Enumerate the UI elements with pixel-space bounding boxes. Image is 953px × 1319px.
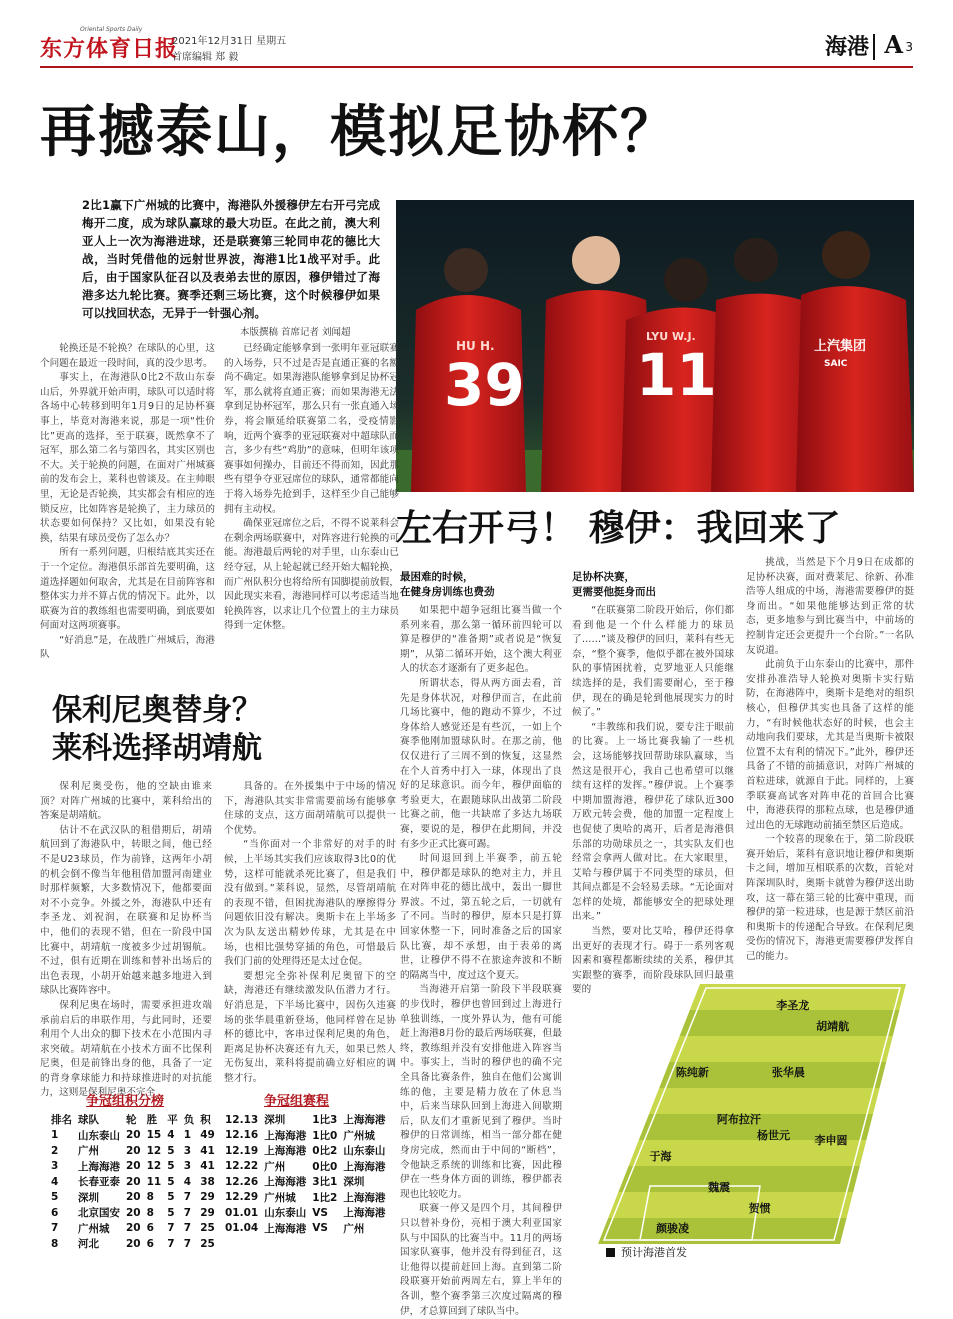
article-paragraph: 联赛一停又是四个月，其间穆伊只以替补身份，亮相于澳大利亚国家队与中国队的比赛当中。11月的两场国家队赛事，他并没有得到征召，这让他得以提前赶回上海。直到第二阶段联赛开始前两周左右，算上半年的各训，整个赛季第三次度过隔离的穆伊，才总算回到了球队当中。 [400,1203,562,1317]
fixtures-title: 争冠组赛程 [264,1094,330,1109]
article-paragraph: 要想完全弥补保利尼奥留下的空缺，海港还有继续激发队伍潜力才行。好消息是，下半场比赛中，因伤久违赛场的张华晨重新登场，他同样曾在足协杯的德比中，客串过保利尼奥的角色，距离足协杯决赛还有九天，如果已然人无伤复出，莱科将提前确立好相应的调整才行。 [224,970,396,1084]
standings-cell: 29 [200,1191,215,1204]
standings-cell: 20 [126,1237,141,1250]
table-row [222,1221,388,1237]
lineup-caption-text: 预计海港首发 [621,1246,687,1259]
standings-cell: 3 [183,1160,192,1173]
article-paragraph: 轮换还是不轮换？在球队的心里，这个问题在最近一段时间，真的没少思考。 [40,343,215,369]
shirt-sponsor: 上汽集团 [814,339,867,354]
standings-cell: 49 [200,1129,215,1142]
standings-cell: 6 [51,1206,59,1219]
masthead [40,28,913,68]
lineup-player: 魏震 [708,1180,731,1194]
table-row [48,1128,218,1144]
shirt-sponsor-short: SAIC [824,359,848,369]
photo-illustration [396,200,914,492]
standings-cell: 3 [51,1160,59,1173]
standings-cell: 5 [51,1191,59,1204]
standings-header-cell: 积 [200,1114,211,1127]
standings-cell: 长春亚泰 [78,1176,120,1189]
fixture-cell: 1比2 [312,1191,338,1204]
fixture-cell: 1比0 [312,1129,338,1142]
fixture-cell: 0比0 [312,1160,338,1173]
fixture-cell: 深圳 [343,1176,365,1189]
article-paragraph: “在联赛第二阶段开始后，你们都看到他是一个什么样能力的球员了……”谈及穆伊的回归，莱科有些无奈，“整个赛季，他似乎都在被外国球队的事情困扰着，克罗地亚人只能继续选择的是，我们需要耐心，至于穆伊，现在的确是轮到他展现实力的时候了。” [572,605,734,719]
lineup-player: 张华晨 [771,1066,805,1080]
standings-cell: 25 [200,1222,215,1235]
byline: 本版撰稿 首席记者 刘闻超 [240,327,351,338]
standings-header-cell: 球队 [78,1114,99,1127]
standings-cell: 1 [183,1129,192,1142]
table-row [48,1143,218,1159]
standings-cell: 深圳 [78,1191,99,1204]
lineup-pitch [590,984,914,1244]
section-divider [873,34,875,60]
standings-cell: 8 [51,1237,59,1250]
chief-editor: 首席编辑 郑 毅 [172,52,239,63]
standings-header-cell: 平 [167,1114,178,1127]
lede-paragraph: 2比1赢下广州城的比赛中，海港队外援穆伊左右开弓完成梅开二度，成为球队赢球的最大功臣。在此之前，澳大利亚人上一次为海港进球，还是联赛第三轮同申花的德比大战，当时凭借他的远射世界波，海港1比1战平对手。此后，由于国家队征召以及表弟去世的原因，穆伊错过了海港多达九轮比赛。赛季还剩三场比赛，这个时候穆伊如果可以找回状态，无异于一针强心剂。 [82,198,380,320]
fixture-cell: 山东泰山 [343,1145,386,1158]
standings-cell: 8 [146,1191,154,1204]
article-paragraph: 估计不在武汉队的租借期后，胡靖航回到了海港队中，转眼之间，他已经不是U23球员，作为前锋，这两年小胡的机会倒不像当年他租借加盟河南建业时那样频繁，大多数情况下，他都要面对不小竞争。外援之外，海港队中还有李圣龙、刘祝润，在联赛和足协杯当中，他们的表现不错，但在一阶段中国比赛中，胡靖航一度被多少过胡锡航。不过，俱有近期在训练和替补出场后的出色表现，小胡开始越来越多地进入到球队比赛阵容中。 [40,824,212,997]
standings-cell: 7 [183,1191,192,1204]
lineup-player: 李申圆 [814,1134,848,1147]
pitch-stripe [649,1088,880,1114]
fixture-cell: 12.29 [225,1191,259,1204]
standings-cell: 广州 [78,1145,99,1158]
fixture-cell: 广州 [264,1160,286,1173]
table-row [48,1159,218,1175]
standings-cell: 20 [126,1144,141,1157]
fixture-cell: 12.19 [225,1144,259,1157]
standings-cell: 4 [167,1129,175,1142]
article-column-4 [572,570,734,996]
standings-cell: 20 [126,1222,141,1235]
standings-cell: 20 [126,1129,141,1142]
standings-cell: 北京国安 [78,1207,120,1220]
standings-header-row [48,1112,218,1128]
table-row [222,1143,388,1159]
column-subhead: 足协杯决赛， 更需要他挺身而出 [572,571,656,598]
standings-cell: 20 [126,1160,141,1173]
standings-cell: 7 [183,1206,192,1219]
standings-cell: 20 [126,1206,141,1219]
standings-cell: 29 [200,1206,215,1219]
table-row [222,1190,388,1206]
standings-cell: 3 [183,1144,192,1157]
pitch-stripe [669,1036,892,1062]
standings-cell: 7 [183,1237,192,1250]
standings-header-cell: 负 [183,1114,195,1127]
article-paragraph: 事实上，在海港队0比2不敌山东泰山后，外界就开始声明，球队可以适时将各场中心转移到明年1月9日的足协杯赛事上，毕竟对海港来说，那是一项“性价比”更高的选择，至于联赛，既然拿不了冠军，那么第二名与第四名，其实区别也不大。关于轮换的问题，在面对广州城赛前的发布会上，莱科也曾谈及。在主帅眼里，无论是否轮换，其实都会有相应的连锁反应，比如阵容是轮换了，主力球员的状态要如何保持？又比如，如果没有轮换，结果有球员受伤了怎么办？ [40,372,215,544]
fixtures-table [222,1112,388,1236]
article-paragraph: 保利尼奥受伤，他的空缺由谁来顶？对阵广州城的比赛中，莱科给出的答案是胡靖航。 [40,781,212,822]
article-paragraph: 当然，要对比艾哈，穆伊还得拿出更好的表现才行。碍于一系列客观因素和赛程都断续续的关系，穆伊其实跟整的赛季，而阶段球队回归最重要的 [572,926,734,996]
standings-cell: 11 [146,1175,162,1188]
fixture-cell: 01.01 [225,1206,259,1219]
article-paragraph: “好消息”是，在战胜广州城后，海港队 [40,634,215,661]
table-row [222,1205,388,1221]
table-row [48,1190,218,1206]
table-row [222,1174,388,1190]
standings-header-cell: 胜 [146,1114,158,1127]
standings-cell: 山东泰山 [78,1129,120,1142]
standings-cell: 6 [146,1237,154,1250]
standings-title: 争冠组积分榜 [86,1094,165,1109]
lineup-player: 陈纯新 [675,1066,709,1080]
feature-headline: 保利尼奥替身？ 莱科选择胡靖航 [52,693,262,766]
standings-cell: 5 [167,1160,175,1173]
article-paragraph: 保利尼奥在场时，需要承担进攻端承前启后的串联作用，与此同时，还要利用个人出众的脚下技术在小范围内寻求突破。胡靖航在小技术方面不比保利尼奥，但是前锋出身的他，具备了一定的背身拿球能力和持球推进时的对抗能力，这则是保利尼奥不完全 [40,999,212,1099]
fixture-cell: 上海海港 [264,1145,307,1158]
lineup-caption [606,1244,687,1260]
table-row [222,1159,388,1175]
secondary-headline: 左右开弓！ 穆伊：我回来了 [396,507,841,549]
fixture-cell: 上海海港 [264,1222,307,1235]
standings-cell: 15 [146,1129,162,1142]
fixture-cell: VS [312,1206,328,1219]
article-paragraph: 此前负于山东泰山的比赛中，那件安排孙准浩导人轮换对奥斯卡实行贴防，在海港阵中，奥斯卡是绝对的组织核心，但穆伊其实也具备了这样的能力，“有时候他状态好的时候，也会主动地向我们要球，尤其是当奥斯卡被限位置不太有利的情况下。”此外，穆伊还具备了不错的前插意识，对阵广州城的首粒进球，就源自于此。同样的，上赛季联赛高试客对阵申花的首回合比赛中，海港获得的那粒点球，也是穆伊通过出色的无球跑动前插至禁区后造成。 [746,659,914,831]
caption-square-icon [606,1248,615,1257]
newspaper-logo-subtitle: Oriental Sports Daily [80,26,143,33]
jersey-name-center: LYU W.J. [646,330,696,343]
article-column-2 [224,342,399,660]
standings-cell: 1 [51,1129,59,1142]
fixture-cell: 上海海港 [264,1176,307,1189]
fixture-cell: 12.26 [225,1175,259,1188]
fixture-cell: 上海海港 [343,1207,386,1220]
match-photo [396,200,914,492]
fixture-cell: VS [312,1222,328,1235]
fixture-cell: 01.04 [225,1222,259,1235]
fixture-cell: 上海海港 [343,1114,386,1127]
jersey-number-left: 39 [444,351,525,419]
fixture-cell: 3比1 [312,1176,338,1189]
fixture-cell: 0比2 [312,1145,338,1158]
article-column-5 [746,556,914,963]
issue-date: 2021年12月31日 星期五 [172,36,287,47]
article-paragraph: 所有一系列问题，归根结底其实还在于一个定位。海港俱乐部首先要明确，这道选择题如何取舍，尤其是在目前阵容和整体实力并不算占优的情况下。此外，以联赛为首的教练组也需要明确，到底要如何面对这两项赛事。 [40,547,215,632]
standings-cell: 广州城 [78,1222,110,1235]
article-paragraph: “当你面对一个非常好的对手的时候，上半场其实我们应该取得3比0的优势，这样可能就杀死比赛了，但是我们没有做到。”莱科说，显然，尽管胡靖航的表现不错，但困扰海港队的摩擦得分问题依旧没有解决。奥斯卡在上半场多次为队友送出精妙传球，尤其是在中场，也相比强势穿插的角色，可惜最后我们门前的处理得还是太过仓促。 [224,839,396,968]
main-headline: 再撼泰山，模拟足协杯？ [40,99,678,165]
standings-cell: 4 [183,1175,192,1188]
standings-cell: 7 [167,1222,175,1235]
table-row [48,1236,218,1252]
table-row [48,1174,218,1190]
fixture-cell: 深圳 [264,1114,286,1127]
jersey-name-left: HU H. [456,339,495,353]
article-paragraph: 确保亚冠席位之后，不得不说莱科会在剩余两场联赛中，对阵容进行轮换的可能。海港最后两轮的对手里，山东泰山已经夺冠，从上轮起就已经开始大幅轮换，而广州队积分也将给所有国脚提前放假，因此现实来看，海港同样可以考虑适当地轮换阵容，以求让几个位置上的主力球员得到一定休整。 [224,518,399,632]
standings-cell: 12 [146,1144,162,1157]
standings-header-cell: 排名 [51,1114,72,1127]
lineup-player: 杨世元 [756,1128,790,1142]
standings-cell: 河北 [78,1238,99,1251]
fixture-cell: 上海海港 [343,1191,386,1204]
pitch-stripe [618,1166,859,1192]
fixture-cell: 广州城 [343,1129,375,1142]
column-subhead: 最困难的时候， 在健身房训练也费劲 [400,571,495,598]
article-paragraph: 一个较喜的现象在于，第二阶段联赛开始后，莱科有意识地让穆伊和奥斯卡之间，增加互相联系的次数，首轮对阵深圳队时，奥斯卡就曾为穆伊送出助攻，这一幕在第三轮的比赛中重现，而穆伊的第一粒进球，也是源于禁区前沿和奥斯卡的传递配合导致。在保利尼奥受伤的情况下，海港更需要穆伊发挥自己的能力。 [746,834,914,963]
standings-cell: 12 [146,1160,162,1173]
standings-cell: 7 [51,1222,59,1235]
table-row [222,1128,388,1144]
fixture-cell: 1比3 [312,1114,338,1127]
article-paragraph: 已经确定能够拿到一张明年亚冠联赛的入场券，只不过是否是直通正赛的名额尚不确定。如果海港队能够拿到足协杯冠军，那么就将直通正赛；而如果海港无法拿到足协杯冠军，那么只有一张直通入场券，将会顺延给联赛第二名，受疫情影响，近两个赛季的亚冠联赛对中超球队而言，多少有些“鸡肋”的意味，但明年该项赛事如何操办，目前还不得而知，因此那些有望争夺亚冠席位的球队，通常都能向于将入场券先抢到手，这样至少自己能够拥有主动权。 [224,343,399,515]
standings-cell: 25 [200,1237,215,1250]
newspaper-logo: 东方体育日报 [40,37,179,62]
fixture-cell: 山东泰山 [264,1207,307,1220]
fixture-cell: 12.13 [225,1113,259,1126]
fixture-cell: 上海海港 [264,1129,307,1142]
standings-cell: 38 [200,1175,215,1188]
page-number: 3 [905,40,913,54]
article-column-7 [224,780,396,1084]
standings-cell: 2 [51,1144,59,1157]
article-paragraph: 如果把中超争冠组比赛当做一个系列来看，那么第一循环前四轮可以算是穆伊的“准备期”或者说是“恢复期”，从第二循环开始，这个澳大利亚人的状态才逐渐有了更多起色。 [400,605,562,675]
fixture-cell: 广州城 [264,1191,296,1204]
article-paragraph: 时间退回到上半赛季，前五轮中，穆伊都是球队的绝对主力，并且在对阵申花的德比战中，轰出一脚世界波。不过，第五轮之后，一切就有了不同。当时的穆伊，原本只是打算回家休整一下，同时准备之后的国家队比赛，却不承想，由于表弟的离世，让穆伊不得不在旅途奔波和不断的隔离当中，度过这个夏天。 [400,853,562,981]
standings-header-cell: 轮 [126,1114,137,1127]
standings-cell: 上海海港 [78,1160,120,1173]
standings-cell: 4 [51,1175,59,1188]
standings-cell: 5 [167,1144,175,1157]
standings-cell: 6 [146,1222,154,1235]
fixture-cell: 上海海港 [343,1160,386,1173]
standings-cell: 5 [167,1175,175,1188]
lineup-player: 颜骏凌 [656,1222,690,1236]
fixture-cell: 12.22 [225,1160,259,1173]
article-paragraph: 当海港开启第一阶段下半段联赛的步伐时，穆伊也曾回到过上海进行单独训练，一度外界认为，他有可能赶上海港8月份的最后两场联赛，但最终，教练组并没有安排他进入阵容当中。事实上，当时的穆伊也的确不完全具备比赛条件，独自在他们公寓训练的他，主要是精力放在了休息当中，后来当球队回到上海进入间歇期后，队友们才重新见到了穆伊。当时穆伊的日常训练，相当一部分都在健身房完成，然而由于中间的“断档”，令他缺乏系统的训练和比赛，因此穆伊在一些身体方面的训练，穆伊都表现也比较吃力。 [400,984,562,1200]
lineup-player: 阿布拉汗 [716,1113,761,1127]
article-paragraph: 所谓状态，得从两方面去看，首先是身体状况，对穆伊而言，在此前几场比赛中，他的跑动不算少，不过身体给人感觉还是有些沉，一如上个赛季他刚加盟球队时。在那之前，他仅仅进行了三周不到的恢复，这显然在个人首秀中打入一球，体现出了良好的足球意识。而今年，穆伊面临的考验更大，在跟随球队出战第二阶段比赛之前，他一共缺席了多达九场联赛，要说的是，穆伊在此期间，并没有多少正式比赛可踢。 [400,677,562,850]
table-row [48,1221,218,1237]
pitch-stripe [680,1010,900,1036]
standings-cell: 7 [183,1222,192,1235]
table-row [48,1205,218,1221]
standings-cell: 5 [167,1191,175,1204]
standings-cell: 41 [200,1144,215,1157]
lineup-player: 李圣龙 [776,998,810,1012]
standings-cell: 7 [167,1237,175,1250]
standings-table [48,1112,218,1252]
page-letter: A [884,30,903,59]
fixture-cell: 12.16 [225,1129,259,1142]
article-column-3 [400,570,562,1317]
article-column-6 [40,780,212,1099]
standings-cell: 41 [200,1160,215,1173]
section-name: 海港 [824,34,869,60]
standings-cell: 20 [126,1175,141,1188]
lineup-player: 贺惯 [748,1201,771,1215]
article-paragraph: 具备的。在外援集中于中场的情况下，海港队其实非常需要前场有能够拿住球的支点，这方面胡靖航可以提供一个优势。 [224,781,396,836]
standings-cell: 20 [126,1191,141,1204]
lineup-player: 于海 [649,1149,672,1163]
lineup-player: 胡靖航 [816,1019,850,1033]
article-paragraph: “丰教练和我们说，要专注于眼前的比赛。上一场比赛我输了一些机会，这场能够找回帮助球队赢球，当然这是很开心，我自己也希望可以继续有这样的发挥。”穆伊说。上个赛季中期加盟海港，穆伊花了球队近300万欧元转会费，他的加盟一定程度上也促使了奥哈的离开，后者是海港俱乐部的功勋球员之一，其实队友们也经常会拿两人做对比。在大家眼里，艾哈与穆伊属于不同类型的球员，但其间点都是不会轻易丢球。“无论面对怎样的处境，都能够安全的把球处理出来。” [572,721,734,923]
fixture-cell: 广州 [343,1222,365,1235]
standings-cell: 8 [146,1206,154,1219]
standings-cell: 5 [167,1206,175,1219]
article-column-1 [40,342,215,662]
article-paragraph: 挑战，当然是下个月9日在成都的足协杯决赛，面对费莱尼、徐新、孙准浩等人组成的中场，海港需要穆伊的挺身而出。“如果他能够达到正常的状态，更多地参与到比赛当中，中前场的控制肯定还会更提升一个台阶。”一名队友说道。 [746,557,914,656]
table-row [222,1112,388,1128]
jersey-number-center: 11 [636,341,717,409]
